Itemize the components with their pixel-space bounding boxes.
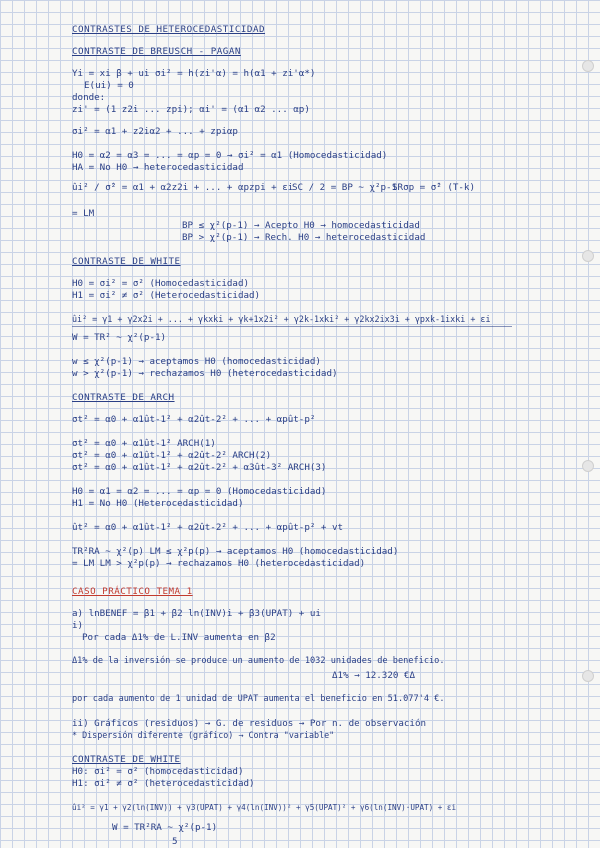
assumption-line: E(ui) = 0 [84, 80, 134, 91]
alt-hypothesis: H1 = σi² ≠ σ² (Heterocedasticidad) [72, 290, 261, 301]
decision-rule: BP ≤ χ²(p-1) → Acepto H0 → homocedasticidad [182, 220, 420, 231]
case-model: a) lnBENEF = β1 + β2 ln(INV)i + β3(UPAT) + ui [72, 608, 321, 619]
null-hypothesis: H0 = α1 = α2 = ... = αp = 0 (Homocedasticidad) [72, 486, 327, 497]
binder-hole [582, 60, 594, 72]
white-aux-regression: ûi² = γ1 + γ2x2i + ... + γkxki + γk+1x2i² + γ2k-1xki² + γ2kx2ix3i + γpxk-1ixki + εi [72, 314, 491, 324]
decision-rule: TR²RA ~ χ²(p) LM ≤ χ²p(p) → aceptamos H0 (homocedasticidad) [72, 546, 399, 557]
section-heading-white: CONTRASTE DE WHITE [72, 256, 181, 267]
aux-regression: ûi² / σ̂² = α1 + α2z2i + ... + αpzpi + εi [72, 182, 294, 193]
decision-rule: w > χ²(p-1) → rechazamos H0 (heterocedasticidad) [72, 368, 338, 379]
bp-statistic: SC / 2 = BP ~ χ²p-1 [292, 182, 398, 193]
null-hypothesis: H0: σi² = σ² (homocedasticidad) [72, 766, 244, 777]
section-heading-case-study: CASO PRÁCTICO TEMA 1 [72, 586, 193, 597]
binder-hole [582, 670, 594, 682]
binder-holes [580, 0, 594, 848]
arch-1: σt² = α0 + α1ût-1² ARCH(1) [72, 438, 216, 449]
white-statistic: W = TR² ~ χ²(p-1) [72, 332, 167, 343]
alt-hypothesis: HA = No H0 → heterocedasticidad [72, 162, 244, 173]
underline [72, 326, 512, 327]
arch-aux-regression: ût² = α0 + α1ût-1² + α2ût-2² + ... + αpût-p² + vt [72, 522, 344, 533]
interpretation: Δ1% de la inversión se produce un aumento de 1032 unidades de beneficio. [72, 656, 445, 666]
arch-3: σt² = α0 + α1ût-1² + α2ût-2² + α3ût-3² ARCH(3) [72, 462, 327, 473]
section-heading-breusch-pagan: CONTRASTE DE BREUSCH - PAGAN [72, 46, 241, 57]
section-heading-white-2: CONTRASTE DE WHITE [72, 754, 181, 765]
graph-note: * Dispersión diferente (gráfico) → Contra "variable" [72, 730, 335, 740]
binder-hole [582, 460, 594, 472]
notebook-page [72, 14, 564, 847]
alt-hypothesis: H1 = No H0 (Heterocedasticidad) [72, 498, 244, 509]
decision-rule: w ≤ χ²(p-1) → aceptamos H0 (homocedasticidad) [72, 356, 321, 367]
decision-rule: BP > χ²(p-1) → Rech. H0 → heterocedasticidad [182, 232, 426, 243]
item-marker: i) [72, 620, 84, 631]
vector-definition: zi' = (1 z2i ... zpi); αi' = (α1 α2 ... αp) [72, 104, 310, 115]
section-heading-arch: CONTRASTE DE ARCH [72, 392, 175, 403]
small-note: 5 [172, 836, 178, 847]
variance-equation: σi² = α1 + z2iα2 + ... + zpiαp [72, 126, 238, 137]
white-aux-regression-case: ûi² = γ1 + γ2(ln(INV)) + γ3(UPAT) + γ4(ln(INV))² + γ5(UPAT)² + γ6(ln(INV)·UPAT) + εi [72, 803, 457, 812]
model-equation: Yi = xi β + ui σi² = h(zi'α) = h(α1 + zi'α*) [72, 68, 316, 79]
alt-hypothesis: H1: σi² ≠ σ² (heterocedasticidad) [72, 778, 255, 789]
decision-rule: = LM LM > χ²p(p) → rechazamos H0 (heterocedasticidad) [72, 558, 366, 569]
white-statistic: W = TR²RA ~ χ²(p-1) [112, 822, 218, 833]
null-hypothesis: H0 = σi² = σ² (Homocedasticidad) [72, 278, 250, 289]
page-title: CONTRASTES DE HETEROCEDASTICIDAD [72, 24, 266, 35]
note-line: donde: [72, 92, 106, 103]
binder-hole [582, 250, 594, 262]
item-graphs: ii) Gráficos (residuos) → G. de residuos → Por n. de observación [72, 718, 427, 729]
interpretation: Por cada Δ1% de L.INV aumenta en β2 [82, 632, 276, 643]
arch-variance: σt² = α0 + α1ût-1² + α2ût-2² + ... + αpût-p² [72, 414, 316, 425]
interpretation: por cada aumento de 1 unidad de UPAT aumenta el beneficio en 51.077'4 €. [72, 694, 445, 704]
arch-2: σt² = α0 + α1ût-1² + α2ût-2² ARCH(2) [72, 450, 272, 461]
lm-label: = LM [72, 208, 95, 219]
null-hypothesis: H0 = α2 = α3 = ... = αp = 0 → σi² = α1 (Homocedasticidad) [72, 150, 388, 161]
sr-note: SRσp = σ̂² (T-k) [392, 182, 475, 193]
interpretation: Δ1% → 12.320 €Δ [332, 670, 415, 681]
